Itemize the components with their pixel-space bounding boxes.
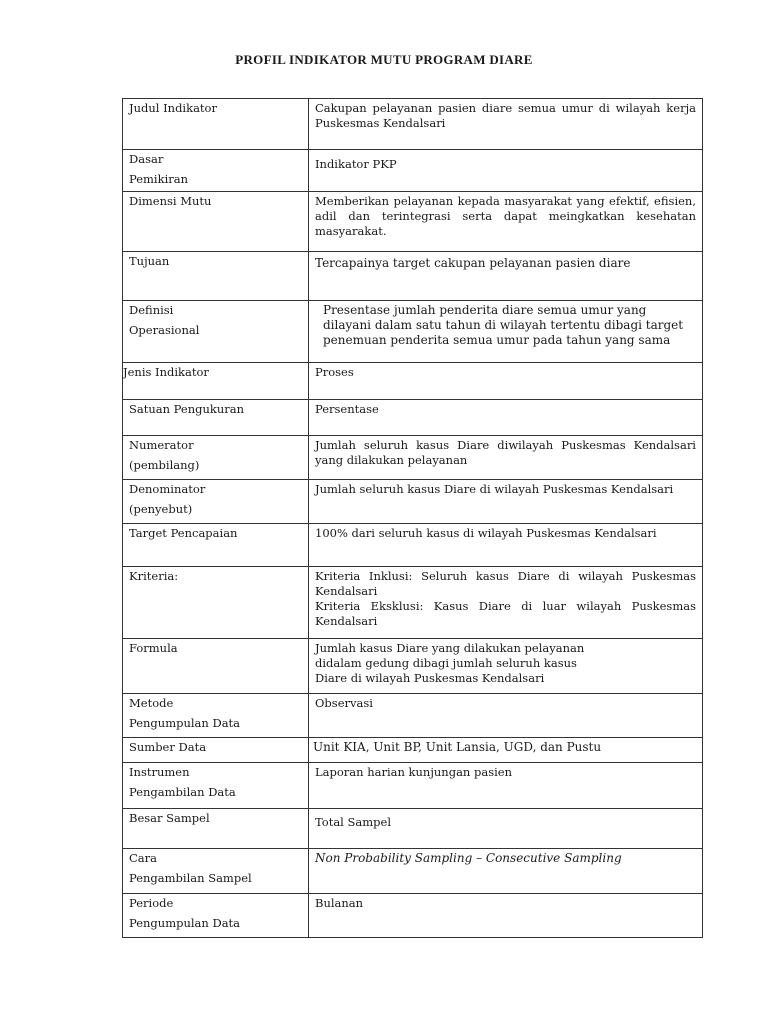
row-value (309, 639, 703, 694)
row-label-line: Jenis Indikator (123, 365, 209, 379)
row-label (123, 363, 309, 400)
row-label-line: Pengambilan Data (129, 785, 236, 799)
row-value (309, 849, 703, 894)
kriteria-eksklusi-text: Kriteria Eksklusi: Kasus Diare di luar wilayah Puskesmas Kendalsari (315, 599, 696, 628)
table-row-metode-pengumpulan (123, 694, 703, 738)
row-label (123, 301, 309, 363)
row-value (309, 150, 703, 192)
row-label-line: Kriteria: (129, 569, 179, 583)
row-value-text: Unit KIA, Unit BP, Unit Lansia, UGD, dan Pustu (313, 740, 602, 754)
row-value-text: Tercapainya target cakupan pelayanan pasien diare (315, 256, 631, 270)
row-label-line: (penyebut) (129, 502, 193, 516)
row-label-line: Formula (129, 641, 178, 655)
row-label-line: Pemikiran (129, 172, 189, 186)
row-label-line: Target Pencapaian (129, 526, 238, 540)
row-value-text: Laporan harian kunjungan pasien (315, 765, 512, 779)
row-label (123, 524, 309, 567)
row-value (309, 192, 703, 252)
row-value (309, 480, 703, 524)
table-row-denominator (123, 480, 703, 524)
table-row-judul-indikator (123, 99, 703, 150)
row-label-line: Cara (129, 851, 158, 865)
row-label-line: Pengumpulan Data (129, 716, 241, 730)
table-row-dasar-pemikiran (123, 150, 703, 192)
row-value-text: Observasi (315, 696, 373, 710)
row-value (309, 567, 703, 639)
document-title: PROFIL INDIKATOR MUTU PROGRAM DIARE (235, 52, 533, 67)
row-label (123, 809, 309, 849)
row-value-text: Cakupan pelayanan pasien diare semua umur di wilayah kerja Puskesmas Kendalsari (315, 101, 696, 130)
row-value-text: Non Probability Sampling – Consecutive Sampling (315, 851, 622, 865)
row-label (123, 400, 309, 436)
row-value (309, 436, 703, 480)
row-label (123, 694, 309, 738)
table-row-instrumen (123, 763, 703, 809)
row-value-text: 100% dari seluruh kasus di wilayah Puskesmas Kendalsari (315, 526, 657, 540)
row-value (309, 301, 703, 363)
row-value-text: Jumlah seluruh kasus Diare diwilayah Puskesmas Kendalsari yang dilakukan pelayanan (315, 438, 696, 467)
row-label (123, 763, 309, 809)
row-label-line: Periode (129, 896, 174, 910)
row-label (123, 480, 309, 524)
row-value (309, 99, 703, 150)
row-value-text: Indikator PKP (315, 157, 397, 171)
row-label-line: Definisi (129, 303, 174, 317)
row-label-line: Metode (129, 696, 174, 710)
row-label (123, 894, 309, 938)
row-value-text: Presentase jumlah penderita diare semua umur yang dilayani dalam satu tahun di wilayah tertentu dibagi target penemuan penderita semua umur pada tahun yang sama (323, 303, 684, 347)
row-label-line: Instrumen (129, 765, 190, 779)
row-label-line: Besar Sampel (129, 811, 210, 825)
row-value-text: Memberikan pelayanan kepada masyarakat yang efektif, efisien, adil dan terintegrasi serta dapat meingkatkan kesehatan masyarakat. (315, 194, 696, 238)
table-row-cara-pengambilan (123, 849, 703, 894)
row-value (309, 763, 703, 809)
table-row-kriteria (123, 567, 703, 639)
row-value (309, 524, 703, 567)
table-row-sumber-data (123, 738, 703, 763)
row-label-line: Dasar (129, 152, 164, 166)
row-label-line: Numerator (129, 438, 194, 452)
row-label (123, 150, 309, 192)
row-value-text: Jumlah seluruh kasus Diare di wilayah Puskesmas Kendalsari (315, 482, 674, 496)
table-row-formula (123, 639, 703, 694)
row-value-text: Bulanan (315, 896, 364, 910)
row-value-text: Proses (315, 365, 354, 379)
row-label-line: Dimensi Mutu (129, 194, 212, 208)
formula-line: Jumlah kasus Diare yang dilakukan pelayanan (315, 641, 585, 655)
row-value (309, 738, 703, 763)
row-label-line: (pembilang) (129, 458, 200, 472)
row-label (123, 252, 309, 301)
table-row-periode-pengumpulan (123, 894, 703, 938)
row-label-line: Tujuan (129, 254, 170, 268)
table-row-dimensi-mutu (123, 192, 703, 252)
row-value (309, 363, 703, 400)
row-label-line: Operasional (129, 323, 200, 337)
table-row-tujuan (123, 252, 703, 301)
row-value (309, 809, 703, 849)
table-row-target-pencapaian (123, 524, 703, 567)
row-label (123, 849, 309, 894)
row-label-line: Judul Indikator (129, 101, 217, 115)
row-value-text: Persentase (315, 402, 379, 416)
row-label-line: Satuan Pengukuran (129, 402, 245, 416)
row-value (309, 400, 703, 436)
row-label-line: Sumber Data (129, 740, 207, 754)
row-label (123, 738, 309, 763)
row-value (309, 252, 703, 301)
row-value-text: Total Sampel (315, 815, 391, 829)
table-row-besar-sampel (123, 809, 703, 849)
formula-line: Diare di wilayah Puskesmas Kendalsari (315, 671, 545, 685)
formula-line: didalam gedung dibagi jumlah seluruh kasus (315, 656, 577, 670)
row-label (123, 639, 309, 694)
row-label-line: Pengambilan Sampel (129, 871, 252, 885)
row-label (123, 99, 309, 150)
row-label (123, 436, 309, 480)
table-row-numerator (123, 436, 703, 480)
table-row-definisi-operasional (123, 301, 703, 363)
kriteria-inklusi-text: Kriteria Inklusi: Seluruh kasus Diare di wilayah Puskesmas Kendalsari (315, 569, 696, 598)
row-value (309, 694, 703, 738)
row-label-line: Denominator (129, 482, 206, 496)
table-row-jenis-indikator (123, 363, 703, 400)
table-row-satuan-pengukuran (123, 400, 703, 436)
indicator-profile-table (122, 98, 703, 938)
row-label-line: Pengumpulan Data (129, 916, 241, 930)
row-label (123, 192, 309, 252)
row-label (123, 567, 309, 639)
row-value (309, 894, 703, 938)
